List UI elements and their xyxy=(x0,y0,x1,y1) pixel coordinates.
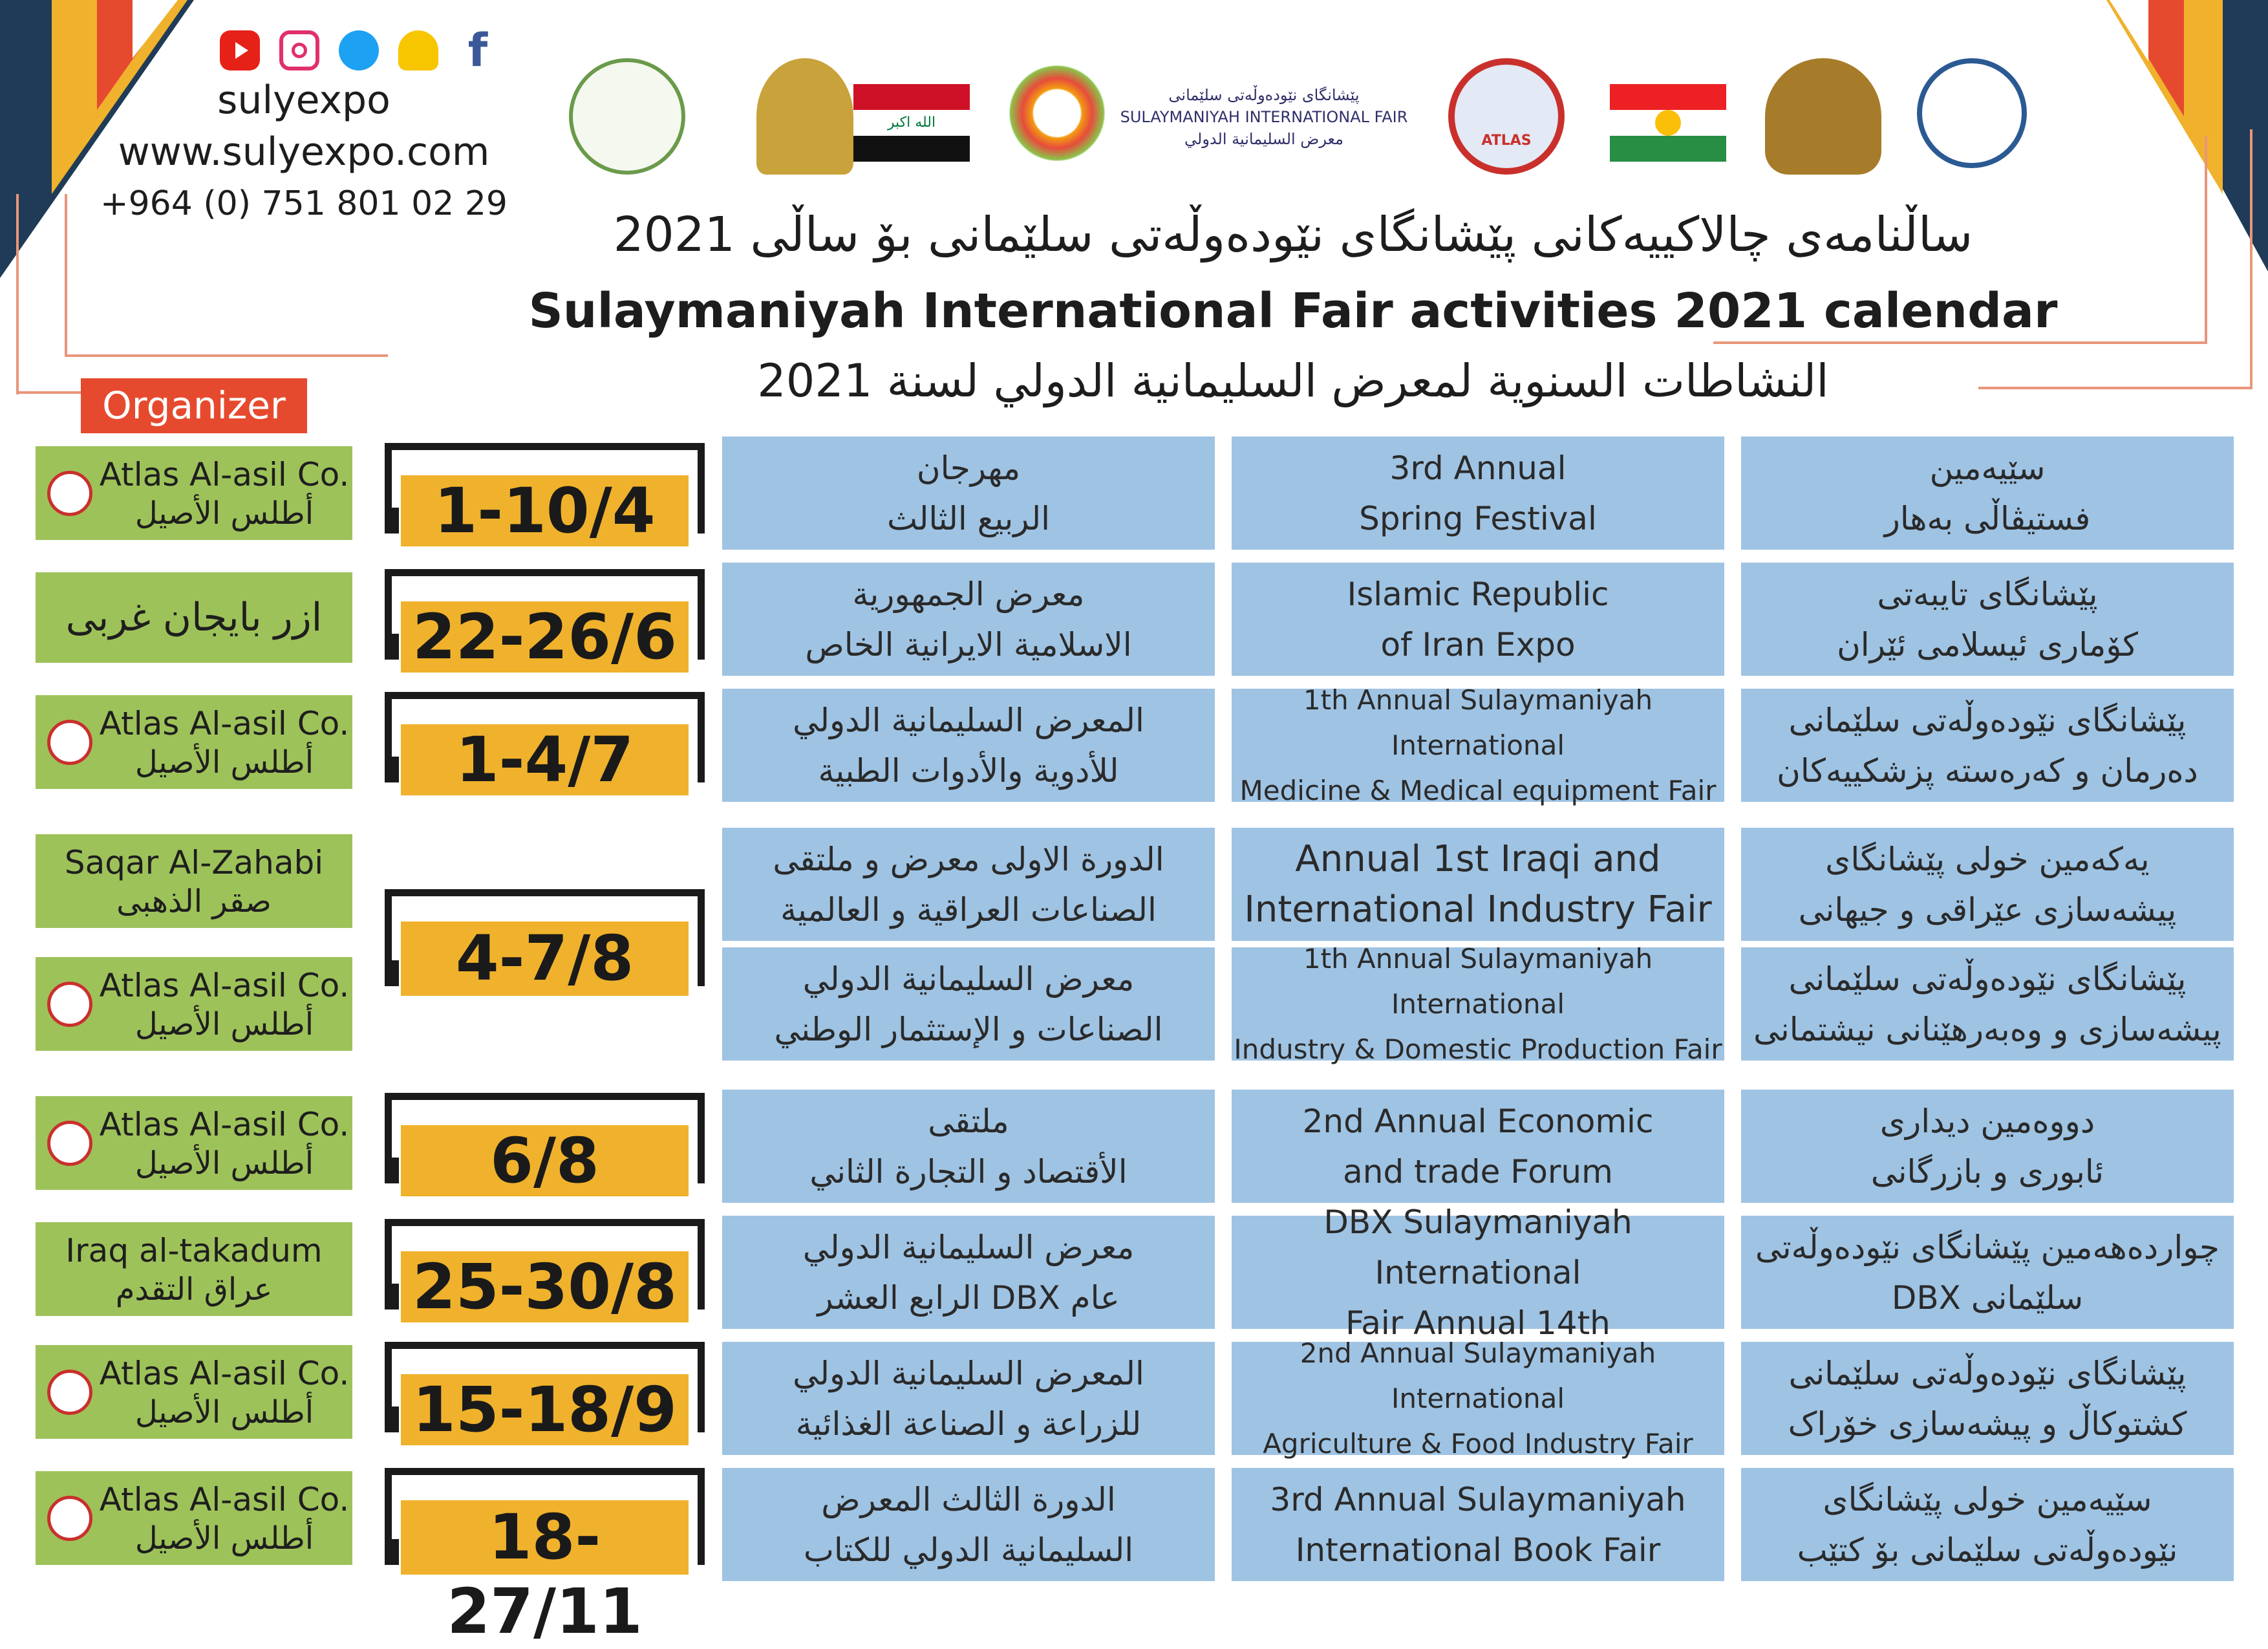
event-line: سێیەمین xyxy=(1929,449,2046,487)
fair-name-block xyxy=(1112,84,1416,150)
event-line: ئابوری و بازرگانی xyxy=(1870,1152,2104,1191)
event-line: السليمانية الدولي للكتاب xyxy=(803,1531,1134,1569)
event-line: معرض السليمانية الدولي xyxy=(802,960,1135,998)
social-icons xyxy=(220,25,504,76)
event-line: نێودەوڵەتی سلێمانی بۆ کتێب xyxy=(1797,1531,2178,1569)
organizer-name-en: Saqar Al-Zahabi xyxy=(64,843,324,881)
event-line: Annual 1st Iraqi and xyxy=(1295,837,1661,880)
event-line: Spring Festival xyxy=(1359,499,1597,537)
organizer-name-en: Atlas Al-asil Co. xyxy=(99,455,350,493)
iraq-flag-text: الله اكبر xyxy=(853,110,970,136)
event-name-arabic xyxy=(722,436,1215,550)
youtube-icon[interactable] xyxy=(220,30,260,70)
atlas-logo-text: ATLAS xyxy=(1481,133,1532,149)
event-line: معرض السليمانية الدولي xyxy=(802,1228,1135,1266)
atlas-company-logo xyxy=(1448,58,1565,175)
facebook-icon[interactable]: f xyxy=(458,30,498,70)
event-line: DBX Sulaymaniyah International xyxy=(1323,1203,1632,1291)
iraq-coat-of-arms-icon xyxy=(756,58,853,175)
event-line: Agriculture & Food Industry Fair xyxy=(1263,1427,1693,1460)
social-handle: sulyexpo xyxy=(217,78,390,123)
event-name-english xyxy=(1232,684,1724,806)
event-name-english xyxy=(1232,563,1724,676)
decorative-line xyxy=(16,194,19,394)
fair-name-english: SULAYMANIYAH INTERNATIONAL FAIR xyxy=(1120,108,1408,126)
event-line: الدورة الاولى معرض و ملتقى xyxy=(773,840,1164,878)
event-name-arabic xyxy=(722,828,1215,941)
event-line: الصناعات و الإستثمار الوطني xyxy=(774,1010,1163,1048)
event-name-english xyxy=(1232,828,1724,941)
event-line: 1th Annual Sulaymaniyah International xyxy=(1303,684,1653,761)
event-line: دووەمین دیداری xyxy=(1879,1102,2095,1140)
event-line: الاسلامية الايرانية الخاص xyxy=(805,625,1132,663)
event-line: پێشانگای نێودەوڵەتی سلێمانی xyxy=(1788,960,2187,998)
event-date: 15-18/9 xyxy=(401,1374,689,1445)
event-line: للزراعة و الصناعة الغذائية xyxy=(795,1405,1142,1443)
event-line: فستیڤاڵی بەهار xyxy=(1884,499,2091,537)
event-line: الأقتصاد و التجارة الثاني xyxy=(809,1152,1128,1191)
iraq-flag-icon xyxy=(853,84,970,162)
organizer-name: ازر بايجان غربى xyxy=(65,595,323,640)
corner-stripe-white-left xyxy=(133,0,178,58)
instagram-icon[interactable] xyxy=(279,30,319,70)
event-line: پێشانگای نێودەوڵەتی سلێمانی xyxy=(1788,701,2187,739)
event-name-english xyxy=(1232,436,1724,550)
atlas-mini-icon xyxy=(47,1121,92,1166)
event-line: Fair Annual 14th xyxy=(1345,1304,1610,1342)
organizer-cell xyxy=(36,1471,352,1565)
event-name-kurdish xyxy=(1741,1090,2234,1203)
event-name-kurdish xyxy=(1741,947,2234,1061)
kurdistan-region-seal-icon xyxy=(1765,58,1881,175)
title-kurdish: ساڵنامەی چالاکییەکانی پێشانگای نێودەوڵەتی سلێمانی بۆ ساڵی 2021 xyxy=(613,207,1973,263)
event-line: کشتوکاڵ و پیشەسازی خۆراک xyxy=(1788,1405,2187,1443)
event-line: مهرجان xyxy=(916,449,1021,487)
event-date: 1-4/7 xyxy=(401,724,689,795)
event-name-english xyxy=(1232,1468,1724,1581)
event-line: Medicine & Medical equipment Fair xyxy=(1239,774,1717,806)
event-line: of Iran Expo xyxy=(1380,625,1576,663)
atlas-mini-icon xyxy=(47,982,92,1027)
event-date: 25-30/8 xyxy=(401,1251,689,1322)
organizer-name-ar: صقر الذهبى xyxy=(116,883,272,920)
event-name-english xyxy=(1232,942,1724,1065)
event-line: Islamic Republic xyxy=(1347,575,1609,613)
event-line: کۆماری ئیسلامی ئێران xyxy=(1837,625,2138,663)
decorative-line xyxy=(1713,341,2207,344)
event-line: یەکەمین خولی پێشانگای xyxy=(1825,840,2150,878)
phone-number: +964 (0) 751 801 02 29 xyxy=(100,184,508,223)
decorative-line xyxy=(2250,129,2252,388)
event-line: معرض الجمهورية xyxy=(852,575,1085,613)
event-line: 3rd Annual xyxy=(1389,449,1567,487)
event-date: 1-10/4 xyxy=(401,475,689,546)
organizer-cell xyxy=(36,446,352,540)
sulaymaniyah-fair-sun-logo xyxy=(1002,58,1112,168)
organizer-name-ar: أطلس الأصيل xyxy=(134,1394,314,1430)
event-name-english xyxy=(1232,1337,1724,1460)
twitter-icon[interactable] xyxy=(339,30,379,70)
organizer-header: Organizer xyxy=(81,378,307,433)
event-name-kurdish xyxy=(1741,1468,2234,1581)
event-line: الدورة الثالث المعرض xyxy=(821,1480,1116,1518)
organizer-name-ar: أطلس الأصيل xyxy=(134,495,314,532)
organizer-name-ar: أطلس الأصيل xyxy=(134,1145,314,1181)
event-name-arabic xyxy=(722,1090,1215,1203)
title-arabic: النشاطات السنوية لمعرض السليمانية الدولي لسنة 2021 xyxy=(757,354,1829,407)
event-line: سێیەمین خولی پێشانگای xyxy=(1823,1480,2152,1518)
event-line: 3rd Annual Sulaymaniyah xyxy=(1270,1480,1686,1518)
event-line: and trade Forum xyxy=(1343,1152,1613,1191)
event-line: پیشەسازی و وەبەرهێنانی نیشتمانی xyxy=(1753,1010,2221,1048)
event-line: پیشەسازی عێراقی و جیهانی xyxy=(1798,890,2177,929)
organizer-cell xyxy=(36,1222,352,1316)
event-line: 1th Annual Sulaymaniyah International xyxy=(1303,942,1653,1020)
event-date: 6/8 xyxy=(401,1125,689,1196)
atlas-mini-icon xyxy=(47,1370,92,1415)
corner-stripe-white-right xyxy=(2110,0,2148,61)
event-line: للأدوية والأدوات الطبية xyxy=(818,751,1119,790)
organizer-name-en: Atlas Al-asil Co. xyxy=(99,966,350,1004)
event-date: 18-27/11 xyxy=(401,1500,689,1575)
event-name-kurdish xyxy=(1741,689,2234,802)
event-line: Industry & Domestic Production Fair xyxy=(1234,1033,1722,1065)
chamber-of-commerce-logo xyxy=(569,58,685,175)
logo-row xyxy=(569,58,2056,200)
organizer-name-ar: عراق التقدم xyxy=(115,1271,273,1308)
event-name-arabic xyxy=(722,689,1215,802)
decorative-line xyxy=(2205,136,2207,343)
organizer-name-en: Atlas Al-asil Co. xyxy=(99,1105,350,1143)
snapchat-icon[interactable] xyxy=(398,30,438,70)
event-name-kurdish xyxy=(1741,1342,2234,1455)
organizer-cell xyxy=(36,1096,352,1190)
event-line: الربيع الثالث xyxy=(886,499,1050,537)
website-link[interactable]: www.sulyexpo.com xyxy=(118,129,490,175)
event-name-kurdish xyxy=(1741,828,2234,941)
organizer-name-ar: أطلس الأصيل xyxy=(134,1006,314,1042)
event-date: 22-26/6 xyxy=(401,601,689,673)
kurdistan-flag-icon xyxy=(1610,84,1726,162)
event-line: ملتقى xyxy=(928,1102,1009,1140)
event-name-kurdish xyxy=(1741,1216,2234,1329)
event-line: International Book Fair xyxy=(1295,1531,1661,1569)
decorative-line xyxy=(65,354,388,357)
decorative-line xyxy=(65,194,67,356)
organizer-name-en: Atlas Al-asil Co. xyxy=(99,704,350,742)
event-line: الصناعات العراقية و العالمية xyxy=(780,890,1157,929)
organizer-name-ar: أطلس الأصيل xyxy=(134,1520,314,1557)
event-line: المعرض السليمانية الدولي xyxy=(793,1354,1144,1392)
organizer-cell xyxy=(36,572,352,663)
event-line: سلێمانی DBX xyxy=(1891,1278,2084,1317)
event-name-kurdish xyxy=(1741,563,2234,676)
organizer-cell xyxy=(36,695,352,789)
event-name-english xyxy=(1232,1090,1724,1203)
event-name-arabic xyxy=(722,1468,1215,1581)
organizer-cell xyxy=(36,834,352,928)
organizer-name-en: Atlas Al-asil Co. xyxy=(99,1480,350,1518)
fair-name-kurdish: پێشانگای نێودەوڵەتی سلێمانی xyxy=(1168,86,1360,104)
organizer-cell xyxy=(36,1345,352,1439)
atlas-mini-icon xyxy=(47,471,92,516)
event-date: 4-7/8 xyxy=(401,921,689,996)
globe-logo-icon xyxy=(1917,58,2027,168)
atlas-mini-icon xyxy=(47,720,92,765)
event-name-kurdish xyxy=(1741,436,2234,550)
title-english: Sulaymaniyah International Fair activities 2021 calendar xyxy=(528,283,2058,339)
organizer-name-en: Iraq al-takadum xyxy=(65,1231,323,1269)
atlas-mini-icon xyxy=(47,1496,92,1541)
event-name-english xyxy=(1232,1203,1724,1342)
event-line: پێشانگای تایبەتی xyxy=(1877,575,2098,613)
organizer-name-en: Atlas Al-asil Co. xyxy=(99,1354,350,1392)
event-line: المعرض السليمانية الدولي xyxy=(793,701,1144,739)
event-line: 2nd Annual Economic xyxy=(1302,1102,1654,1140)
organizer-name-ar: أطلس الأصيل xyxy=(134,744,314,781)
event-name-arabic xyxy=(722,1216,1215,1329)
event-line: عام DBX الرابع العشر xyxy=(817,1278,1120,1317)
organizer-cell xyxy=(36,957,352,1051)
event-line: International Industry Fair xyxy=(1244,888,1712,931)
event-line: پێشانگای نێودەوڵەتی سلێمانی xyxy=(1788,1354,2187,1392)
event-line: دەرمان و کەرەستە پزشکییەکان xyxy=(1777,751,2198,790)
event-name-arabic xyxy=(722,947,1215,1061)
event-name-arabic xyxy=(722,1342,1215,1455)
event-line: 2nd Annual Sulaymaniyah International xyxy=(1300,1337,1656,1414)
fair-name-arabic: معرض السليمانية الدولي xyxy=(1184,130,1343,148)
event-name-arabic xyxy=(722,563,1215,676)
event-line: چواردەهەمین پێشانگای نێودەوڵەتی xyxy=(1755,1228,2220,1266)
